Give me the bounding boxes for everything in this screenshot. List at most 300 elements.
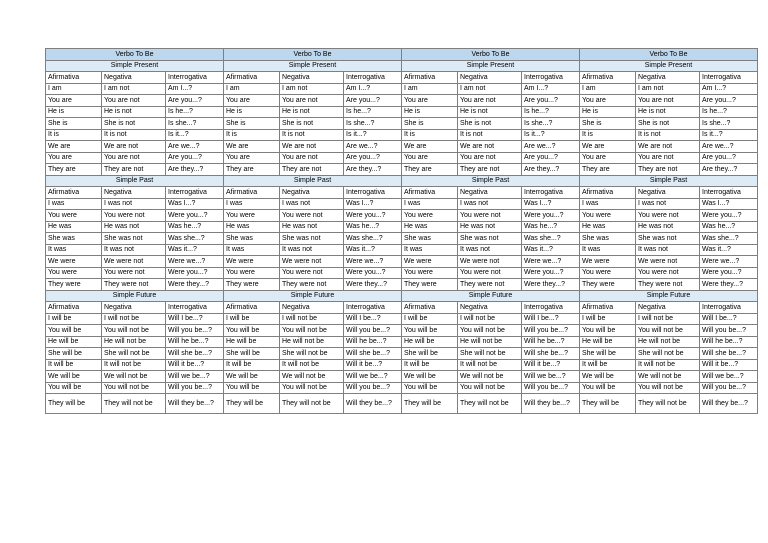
column-header: Interrogativa: [700, 187, 758, 199]
column-header-row: [46, 187, 758, 199]
column-header: Negativa: [102, 187, 166, 199]
negative-cell: You are not: [102, 152, 166, 164]
affirmative-cell: We were: [402, 256, 458, 268]
negative-cell: You will not be: [280, 325, 344, 337]
negative-cell: He will not be: [280, 336, 344, 348]
interrogative-cell: Are you...?: [700, 95, 758, 107]
interrogative-cell: Is he...?: [166, 106, 224, 118]
interrogative-cell: Will she be...?: [700, 348, 758, 360]
negative-cell: We were not: [636, 256, 700, 268]
affirmative-cell: You will be: [402, 382, 458, 394]
interrogative-cell: Will you be...?: [522, 325, 580, 337]
affirmative-cell: He was: [46, 221, 102, 233]
negative-cell: I am not: [280, 83, 344, 95]
column-header: Interrogativa: [522, 187, 580, 199]
interrogative-cell: Was it...?: [344, 244, 402, 256]
affirmative-cell: We will be: [46, 371, 102, 383]
column-header: Afirmativa: [402, 187, 458, 199]
affirmative-cell: I was: [224, 198, 280, 210]
interrogative-cell: Will she be...?: [344, 348, 402, 360]
interrogative-cell: Will we be...?: [522, 371, 580, 383]
interrogative-cell: Is it...?: [700, 129, 758, 141]
negative-cell: You were not: [458, 267, 522, 279]
negative-cell: You are not: [458, 152, 522, 164]
affirmative-cell: You were: [402, 210, 458, 222]
column-header: Afirmativa: [580, 302, 636, 314]
interrogative-cell: Is he...?: [700, 106, 758, 118]
column-header: Afirmativa: [224, 72, 280, 84]
affirmative-cell: You are: [224, 95, 280, 107]
affirmative-cell: I will be: [46, 313, 102, 325]
negative-cell: It is not: [280, 129, 344, 141]
negative-cell: I will not be: [102, 313, 166, 325]
interrogative-cell: Will you be...?: [700, 325, 758, 337]
interrogative-cell: Are they...?: [344, 164, 402, 176]
affirmative-cell: You will be: [46, 382, 102, 394]
verb-to-be-table: [45, 48, 758, 414]
interrogative-cell: Are you...?: [166, 95, 224, 107]
table-row: [46, 164, 758, 176]
affirmative-cell: You will be: [402, 325, 458, 337]
table-row: [46, 95, 758, 107]
negative-cell: They were not: [102, 279, 166, 291]
interrogative-cell: Was I...?: [344, 198, 402, 210]
affirmative-cell: She was: [402, 233, 458, 245]
negative-cell: We were not: [458, 256, 522, 268]
negative-cell: I was not: [102, 198, 166, 210]
table-row: [46, 198, 758, 210]
interrogative-cell: Am I...?: [166, 83, 224, 95]
interrogative-cell: Was she...?: [522, 233, 580, 245]
affirmative-cell: We will be: [224, 371, 280, 383]
interrogative-cell: Are they...?: [700, 164, 758, 176]
negative-cell: She will not be: [280, 348, 344, 360]
affirmative-cell: You will be: [580, 382, 636, 394]
negative-cell: They were not: [458, 279, 522, 291]
negative-cell: She is not: [102, 118, 166, 130]
interrogative-cell: Will you be...?: [522, 382, 580, 394]
affirmative-cell: He was: [402, 221, 458, 233]
interrogative-cell: Will I be...?: [344, 313, 402, 325]
interrogative-cell: Are you...?: [522, 152, 580, 164]
affirmative-cell: I will be: [402, 313, 458, 325]
interrogative-cell: Will it be...?: [166, 359, 224, 371]
affirmative-cell: She is: [402, 118, 458, 130]
interrogative-cell: Is it...?: [344, 129, 402, 141]
negative-cell: It is not: [102, 129, 166, 141]
column-header: Afirmativa: [580, 72, 636, 84]
affirmative-cell: I am: [402, 83, 458, 95]
affirmative-cell: They were: [46, 279, 102, 291]
interrogative-cell: Were they...?: [166, 279, 224, 291]
affirmative-cell: We were: [580, 256, 636, 268]
section-title: Simple Present: [224, 60, 402, 72]
negative-cell: He was not: [458, 221, 522, 233]
negative-cell: I will not be: [280, 313, 344, 325]
interrogative-cell: Were you...?: [522, 267, 580, 279]
interrogative-cell: Are you...?: [700, 152, 758, 164]
interrogative-cell: Was it...?: [166, 244, 224, 256]
affirmative-cell: She was: [224, 233, 280, 245]
affirmative-cell: He will be: [224, 336, 280, 348]
interrogative-cell: Was I...?: [522, 198, 580, 210]
interrogative-cell: Are we...?: [700, 141, 758, 153]
interrogative-cell: Will they be...?: [344, 394, 402, 414]
block-title: Verbo To Be: [402, 49, 580, 61]
affirmative-cell: You were: [46, 210, 102, 222]
section-title: Simple Past: [580, 175, 758, 187]
affirmative-cell: You are: [580, 152, 636, 164]
column-header: Afirmativa: [580, 187, 636, 199]
negative-cell: You are not: [636, 95, 700, 107]
table-row: [46, 129, 758, 141]
column-header: Negativa: [636, 302, 700, 314]
column-header: Interrogativa: [344, 187, 402, 199]
section-title: Simple Future: [224, 290, 402, 302]
negative-cell: She was not: [102, 233, 166, 245]
interrogative-cell: Will you be...?: [166, 382, 224, 394]
affirmative-cell: They are: [580, 164, 636, 176]
section-title-row: [46, 175, 758, 187]
interrogative-cell: Were you...?: [166, 210, 224, 222]
column-header: Afirmativa: [402, 302, 458, 314]
table-row: [46, 371, 758, 383]
interrogative-cell: Will we be...?: [344, 371, 402, 383]
table-row: [46, 118, 758, 130]
column-header: Afirmativa: [402, 72, 458, 84]
interrogative-cell: Are you...?: [522, 95, 580, 107]
interrogative-cell: Will it be...?: [700, 359, 758, 371]
affirmative-cell: She is: [46, 118, 102, 130]
affirmative-cell: We are: [46, 141, 102, 153]
column-header: Negativa: [458, 72, 522, 84]
negative-cell: They will not be: [636, 394, 700, 414]
negative-cell: You were not: [636, 267, 700, 279]
affirmative-cell: They are: [402, 164, 458, 176]
interrogative-cell: Am I...?: [700, 83, 758, 95]
affirmative-cell: You are: [46, 152, 102, 164]
affirmative-cell: He was: [224, 221, 280, 233]
table-row: [46, 382, 758, 394]
affirmative-cell: She is: [580, 118, 636, 130]
negative-cell: You will not be: [636, 382, 700, 394]
negative-cell: You are not: [102, 95, 166, 107]
interrogative-cell: Was he...?: [700, 221, 758, 233]
affirmative-cell: I will be: [224, 313, 280, 325]
negative-cell: We are not: [280, 141, 344, 153]
column-header: Negativa: [280, 187, 344, 199]
section-title: Simple Past: [402, 175, 580, 187]
table-row: [46, 83, 758, 95]
interrogative-cell: Will they be...?: [700, 394, 758, 414]
affirmative-cell: You were: [224, 267, 280, 279]
negative-cell: I was not: [636, 198, 700, 210]
affirmative-cell: You were: [402, 267, 458, 279]
interrogative-cell: Was he...?: [522, 221, 580, 233]
interrogative-cell: Were you...?: [700, 267, 758, 279]
affirmative-cell: We were: [46, 256, 102, 268]
interrogative-cell: Are we...?: [522, 141, 580, 153]
negative-cell: We are not: [102, 141, 166, 153]
negative-cell: They were not: [280, 279, 344, 291]
interrogative-cell: Was I...?: [166, 198, 224, 210]
negative-cell: He was not: [636, 221, 700, 233]
column-header: Afirmativa: [46, 72, 102, 84]
interrogative-cell: Will they be...?: [522, 394, 580, 414]
interrogative-cell: Were we...?: [166, 256, 224, 268]
interrogative-cell: Will we be...?: [166, 371, 224, 383]
negative-cell: You are not: [636, 152, 700, 164]
affirmative-cell: We are: [224, 141, 280, 153]
affirmative-cell: They are: [224, 164, 280, 176]
interrogative-cell: Are you...?: [344, 152, 402, 164]
affirmative-cell: It was: [46, 244, 102, 256]
negative-cell: It was not: [636, 244, 700, 256]
negative-cell: It will not be: [458, 359, 522, 371]
section-title: Simple Future: [580, 290, 758, 302]
affirmative-cell: You will be: [224, 325, 280, 337]
table-row: [46, 244, 758, 256]
negative-cell: It will not be: [636, 359, 700, 371]
interrogative-cell: Is he...?: [522, 106, 580, 118]
affirmative-cell: I will be: [580, 313, 636, 325]
interrogative-cell: Will he be...?: [522, 336, 580, 348]
negative-cell: He is not: [280, 106, 344, 118]
interrogative-cell: Was he...?: [344, 221, 402, 233]
interrogative-cell: Is he...?: [344, 106, 402, 118]
interrogative-cell: Were we...?: [344, 256, 402, 268]
affirmative-cell: It was: [580, 244, 636, 256]
negative-cell: It is not: [458, 129, 522, 141]
negative-cell: They are not: [280, 164, 344, 176]
negative-cell: We will not be: [458, 371, 522, 383]
interrogative-cell: Will you be...?: [700, 382, 758, 394]
column-header: Interrogativa: [522, 302, 580, 314]
affirmative-cell: She will be: [402, 348, 458, 360]
affirmative-cell: I was: [46, 198, 102, 210]
interrogative-cell: Will he be...?: [344, 336, 402, 348]
affirmative-cell: We are: [402, 141, 458, 153]
interrogative-cell: Is she...?: [344, 118, 402, 130]
affirmative-cell: We were: [224, 256, 280, 268]
title-row: [46, 49, 758, 61]
affirmative-cell: She will be: [224, 348, 280, 360]
interrogative-cell: Is she...?: [522, 118, 580, 130]
table-row: [46, 106, 758, 118]
negative-cell: We are not: [458, 141, 522, 153]
affirmative-cell: It will be: [580, 359, 636, 371]
interrogative-cell: Were we...?: [522, 256, 580, 268]
negative-cell: He is not: [102, 106, 166, 118]
column-header: Afirmativa: [46, 187, 102, 199]
affirmative-cell: You will be: [580, 325, 636, 337]
interrogative-cell: Was she...?: [166, 233, 224, 245]
table-row: [46, 279, 758, 291]
affirmative-cell: They were: [580, 279, 636, 291]
negative-cell: We are not: [636, 141, 700, 153]
negative-cell: You will not be: [458, 325, 522, 337]
negative-cell: You will not be: [458, 382, 522, 394]
table-row: [46, 221, 758, 233]
interrogative-cell: Will I be...?: [166, 313, 224, 325]
negative-cell: He will not be: [636, 336, 700, 348]
section-title: Simple Past: [224, 175, 402, 187]
affirmative-cell: They will be: [402, 394, 458, 414]
negative-cell: It was not: [280, 244, 344, 256]
interrogative-cell: Are you...?: [166, 152, 224, 164]
interrogative-cell: Were you...?: [344, 210, 402, 222]
interrogative-cell: Were you...?: [700, 210, 758, 222]
affirmative-cell: He will be: [46, 336, 102, 348]
interrogative-cell: Will they be...?: [166, 394, 224, 414]
column-header: Negativa: [102, 302, 166, 314]
negative-cell: We will not be: [636, 371, 700, 383]
interrogative-cell: Will you be...?: [344, 325, 402, 337]
negative-cell: They will not be: [102, 394, 166, 414]
negative-cell: It is not: [636, 129, 700, 141]
affirmative-cell: You were: [224, 210, 280, 222]
column-header-row: [46, 302, 758, 314]
interrogative-cell: Are they...?: [166, 164, 224, 176]
table-row: [46, 233, 758, 245]
negative-cell: You were not: [458, 210, 522, 222]
negative-cell: He is not: [458, 106, 522, 118]
table-row: [46, 359, 758, 371]
interrogative-cell: Was she...?: [700, 233, 758, 245]
affirmative-cell: It will be: [224, 359, 280, 371]
interrogative-cell: Were they...?: [700, 279, 758, 291]
column-header: Interrogativa: [700, 72, 758, 84]
negative-cell: They are not: [102, 164, 166, 176]
interrogative-cell: Are you...?: [344, 95, 402, 107]
interrogative-cell: Were you...?: [344, 267, 402, 279]
section-title: Simple Future: [402, 290, 580, 302]
affirmative-cell: It is: [402, 129, 458, 141]
affirmative-cell: You were: [46, 267, 102, 279]
negative-cell: You were not: [636, 210, 700, 222]
interrogative-cell: Is she...?: [166, 118, 224, 130]
column-header: Interrogativa: [166, 187, 224, 199]
affirmative-cell: I was: [580, 198, 636, 210]
negative-cell: They will not be: [458, 394, 522, 414]
negative-cell: It was not: [458, 244, 522, 256]
affirmative-cell: He is: [224, 106, 280, 118]
affirmative-cell: They will be: [46, 394, 102, 414]
negative-cell: You were not: [102, 267, 166, 279]
negative-cell: It was not: [102, 244, 166, 256]
negative-cell: They were not: [636, 279, 700, 291]
column-header: Negativa: [280, 72, 344, 84]
column-header: Interrogativa: [522, 72, 580, 84]
affirmative-cell: He is: [402, 106, 458, 118]
interrogative-cell: Will she be...?: [166, 348, 224, 360]
negative-cell: He is not: [636, 106, 700, 118]
affirmative-cell: We are: [580, 141, 636, 153]
interrogative-cell: Will we be...?: [700, 371, 758, 383]
affirmative-cell: You were: [580, 210, 636, 222]
section-title: Simple Present: [402, 60, 580, 72]
negative-cell: It will not be: [102, 359, 166, 371]
affirmative-cell: It is: [46, 129, 102, 141]
affirmative-cell: It was: [402, 244, 458, 256]
affirmative-cell: We will be: [402, 371, 458, 383]
interrogative-cell: Will you be...?: [166, 325, 224, 337]
interrogative-cell: Will you be...?: [344, 382, 402, 394]
negative-cell: They are not: [636, 164, 700, 176]
interrogative-cell: Will he be...?: [700, 336, 758, 348]
column-header-row: [46, 72, 758, 84]
block-title: Verbo To Be: [580, 49, 758, 61]
interrogative-cell: Are they...?: [522, 164, 580, 176]
negative-cell: You are not: [280, 152, 344, 164]
negative-cell: You will not be: [102, 382, 166, 394]
negative-cell: They will not be: [280, 394, 344, 414]
affirmative-cell: I am: [224, 83, 280, 95]
negative-cell: I will not be: [458, 313, 522, 325]
negative-cell: We were not: [102, 256, 166, 268]
negative-cell: You will not be: [102, 325, 166, 337]
interrogative-cell: Was it...?: [700, 244, 758, 256]
negative-cell: He will not be: [102, 336, 166, 348]
affirmative-cell: He was: [580, 221, 636, 233]
affirmative-cell: You are: [402, 152, 458, 164]
table-row: [46, 267, 758, 279]
interrogative-cell: Was it...?: [522, 244, 580, 256]
affirmative-cell: I was: [402, 198, 458, 210]
negative-cell: You were not: [102, 210, 166, 222]
table-row: [46, 348, 758, 360]
interrogative-cell: Is it...?: [522, 129, 580, 141]
column-header: Interrogativa: [166, 72, 224, 84]
table-row: [46, 325, 758, 337]
interrogative-cell: Were we...?: [700, 256, 758, 268]
interrogative-cell: Are we...?: [344, 141, 402, 153]
negative-cell: You were not: [280, 267, 344, 279]
interrogative-cell: Will it be...?: [522, 359, 580, 371]
table-row: [46, 152, 758, 164]
column-header: Interrogativa: [344, 72, 402, 84]
negative-cell: It will not be: [280, 359, 344, 371]
negative-cell: She is not: [458, 118, 522, 130]
section-title: Simple Past: [46, 175, 224, 187]
column-header: Interrogativa: [166, 302, 224, 314]
interrogative-cell: Will she be...?: [522, 348, 580, 360]
section-title: Simple Present: [580, 60, 758, 72]
interrogative-cell: Were you...?: [166, 267, 224, 279]
negative-cell: He was not: [280, 221, 344, 233]
section-title: Simple Present: [46, 60, 224, 72]
affirmative-cell: She will be: [580, 348, 636, 360]
column-header: Interrogativa: [344, 302, 402, 314]
negative-cell: We were not: [280, 256, 344, 268]
column-header: Afirmativa: [46, 302, 102, 314]
affirmative-cell: I am: [46, 83, 102, 95]
column-header: Interrogativa: [700, 302, 758, 314]
negative-cell: She will not be: [636, 348, 700, 360]
column-header: Negativa: [102, 72, 166, 84]
interrogative-cell: Was I...?: [700, 198, 758, 210]
affirmative-cell: You will be: [46, 325, 102, 337]
table-row: [46, 336, 758, 348]
column-header: Afirmativa: [224, 302, 280, 314]
interrogative-cell: Was he...?: [166, 221, 224, 233]
negative-cell: You were not: [280, 210, 344, 222]
affirmative-cell: It will be: [402, 359, 458, 371]
negative-cell: I was not: [280, 198, 344, 210]
interrogative-cell: Will he be...?: [166, 336, 224, 348]
negative-cell: She will not be: [458, 348, 522, 360]
negative-cell: She was not: [636, 233, 700, 245]
